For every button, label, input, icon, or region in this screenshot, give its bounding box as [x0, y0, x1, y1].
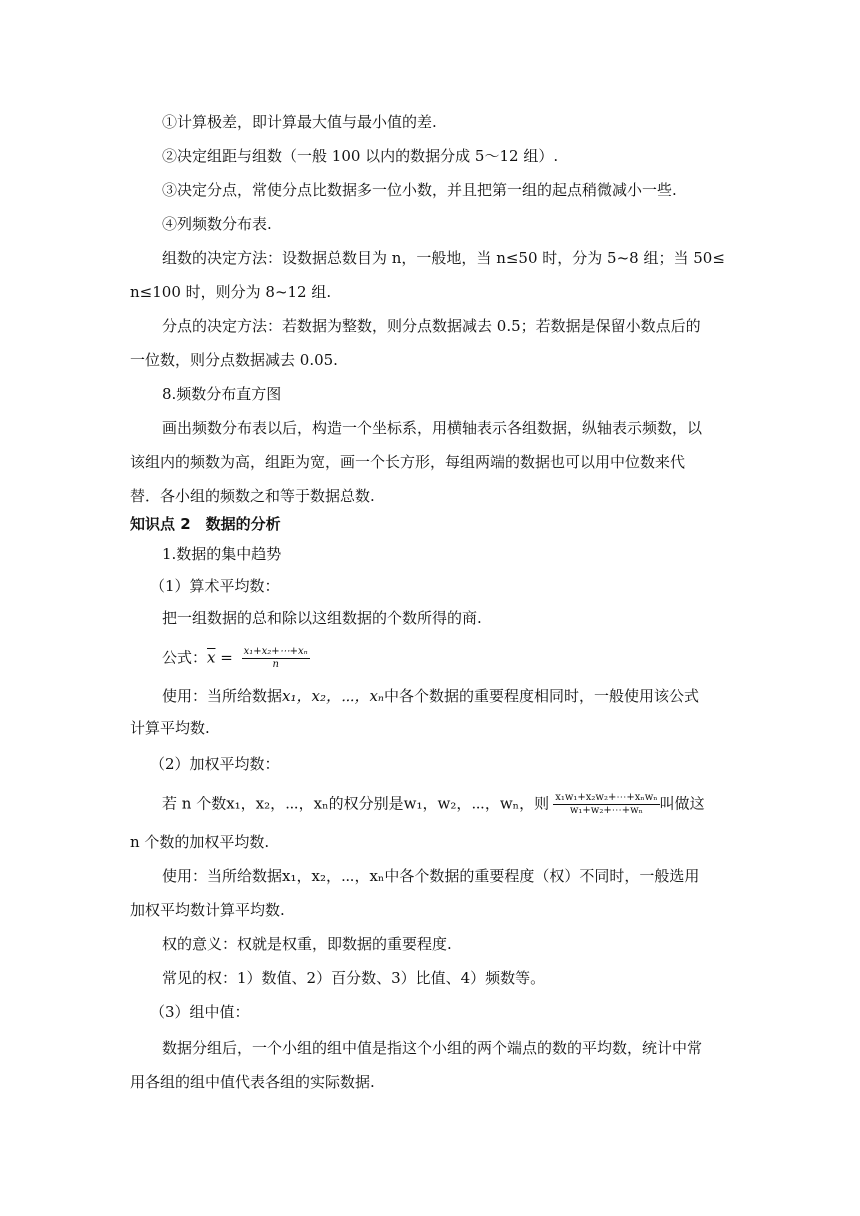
mean-label: （1）算术平均数：: [150, 577, 280, 595]
def-suffix: 叫做这: [659, 794, 705, 813]
subsection-title: 1.数据的集中趋势: [162, 545, 282, 563]
midvalue-line-1: 数据分组后，一个小组的组中值是指这个小组的两个端点的数的平均数，统计中常: [162, 1039, 703, 1057]
split-point-line-1: 分点的决定方法：若数据为整数，则分点数据减去 0.5；若数据是保留小数点后的: [162, 317, 701, 335]
weighted-label: （2）加权平均数：: [150, 755, 280, 773]
histogram-line-1: 画出频数分布表以后，构造一个坐标系，用横轴表示各组数据，纵轴表示频数，以: [162, 419, 703, 437]
step-2: ②决定组距与组数（一般 100 以内的数据分成 5～12 组）.: [162, 147, 559, 165]
histogram-title: 8.频数分布直方图: [162, 385, 282, 403]
fraction-denominator: n: [272, 659, 279, 670]
group-count-line-2: n≤100 时，则分为 8~12 组.: [130, 283, 332, 301]
usage-vars: x₁，x₂，⋯，xₙ: [282, 867, 385, 885]
def-then: ，则: [519, 794, 550, 813]
midvalue-label: （3）组中值：: [150, 1003, 250, 1021]
mean-definition: 把一组数据的总和除以这组数据的个数所得的商.: [162, 609, 482, 627]
formula-prefix: 公式：: [162, 648, 208, 667]
equals-sign: =: [215, 648, 238, 667]
section-heading: 知识点 2 数据的分析: [130, 515, 281, 533]
histogram-line-3: 替．各小组的频数之和等于数据总数.: [130, 487, 375, 505]
def-mid: 的权分别是: [328, 794, 404, 813]
mean-fraction: [242, 646, 310, 671]
mean-usage-line-2: 计算平均数.: [130, 719, 210, 737]
weighted-usage-line-1: [162, 866, 699, 886]
step-4: ④列频数分布表.: [162, 215, 272, 233]
split-point-line-2: 一位数，则分点数据减去 0.05.: [130, 351, 338, 369]
fraction-denominator: w₁+w₂+⋯+wₙ: [569, 805, 643, 816]
group-count-line-1: 组数的决定方法：设数据总数目为 n，一般地，当 n≤50 时，分为 5~8 组；当 50≤: [162, 249, 725, 267]
weighted-definition-line-1: [162, 792, 705, 817]
mean-formula: [162, 646, 310, 671]
def-prefix: 若 n 个数: [162, 794, 227, 813]
midvalue-line-2: 用各组的组中值代表各组的实际数据.: [130, 1073, 375, 1091]
weighted-fraction: [553, 792, 659, 817]
usage-prefix: 使用：当所给数据: [162, 867, 283, 885]
def-weights: w₁，w₂，⋯，wₙ: [403, 794, 520, 813]
usage-prefix: 使用：当所给数据: [162, 687, 283, 705]
usage-vars: x₁，x₂，⋯，xₙ: [282, 687, 384, 705]
mean-usage-line-1: [162, 686, 699, 706]
step-1: ①计算极差，即计算最大值与最小值的差.: [162, 113, 437, 131]
usage-suffix: 中各个数据的重要程度（权）不同时，一般选用: [384, 867, 700, 885]
fraction-numerator: x₁+x₂+⋯+xₙ: [243, 646, 308, 657]
common-weights: 常见的权：1）数值、2）百分数、3）比值、4）频数等。: [162, 969, 546, 987]
usage-suffix: 中各个数据的重要程度相同时，一般使用该公式: [384, 687, 700, 705]
weight-meaning: 权的意义：权就是权重，即数据的重要程度.: [162, 935, 452, 953]
fraction-numerator: x₁w₁+x₂w₂+⋯+xₙwₙ: [555, 792, 658, 803]
weighted-usage-line-2: 加权平均数计算平均数.: [130, 901, 285, 919]
mean-symbol: $\overline{x}$: [207, 648, 216, 667]
histogram-line-2: 该组内的频数为高，组距为宽，画一个长方形，每组两端的数据也可以用中位数来代: [130, 453, 686, 471]
def-vars: x₁，x₂，⋯，xₙ: [226, 794, 329, 813]
weighted-definition-line-2: n 个数的加权平均数.: [130, 833, 270, 851]
step-3: ③决定分点，常使分点比数据多一位小数，并且把第一组的起点稍微减小一些.: [162, 181, 677, 199]
